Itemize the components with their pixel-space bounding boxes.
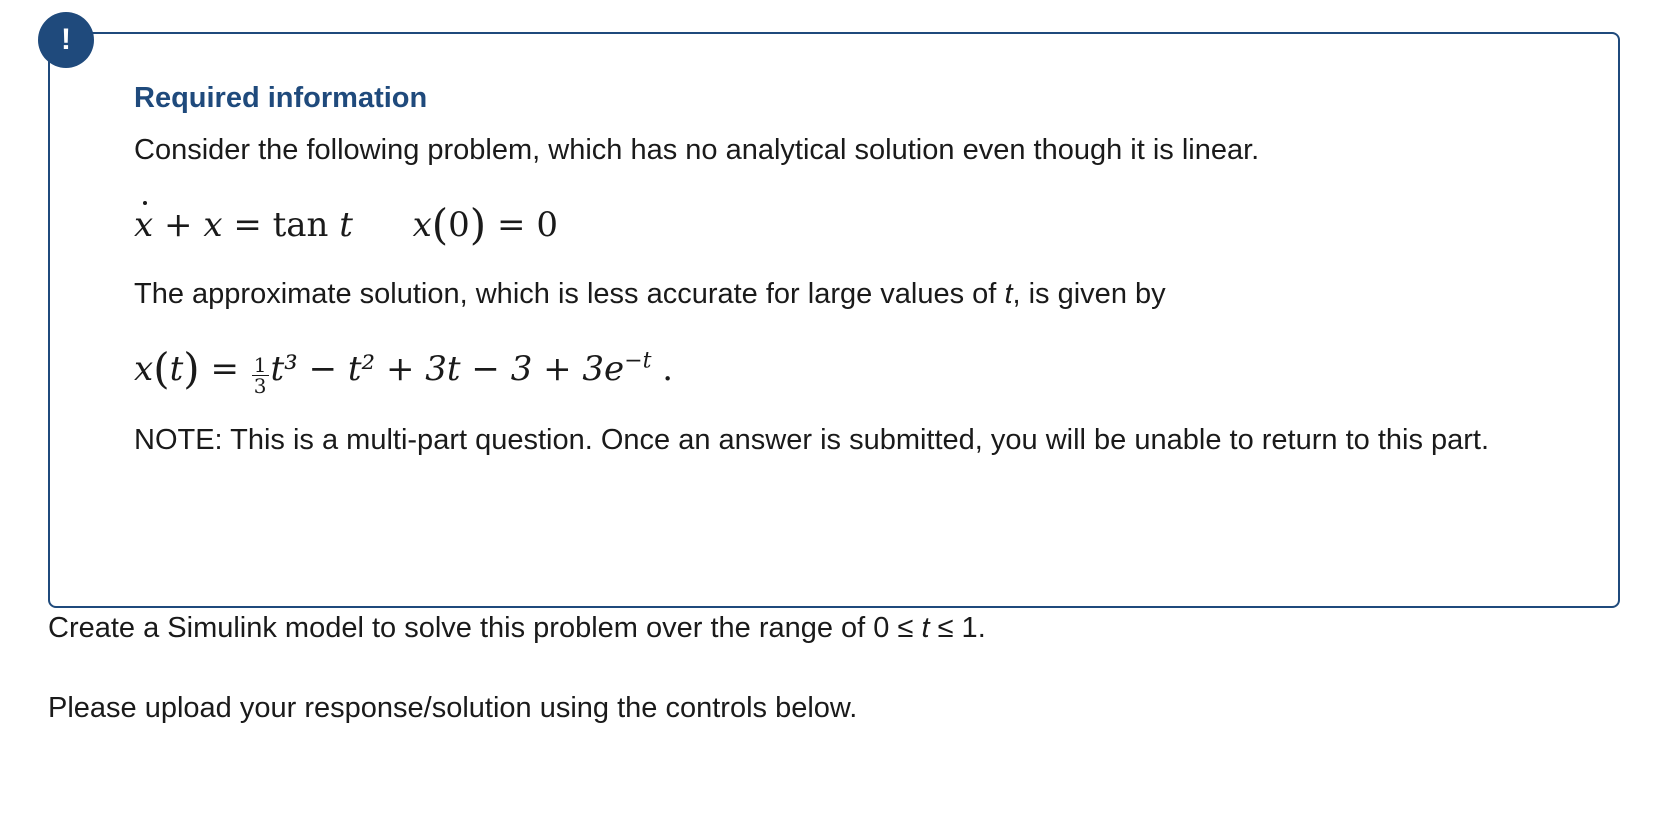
fraction-one-third: $\frac{1}{3}$	[253, 353, 267, 398]
box-heading: Required information	[134, 82, 428, 114]
required-information-box	[48, 32, 1620, 608]
approx-solution-text: The approximate solution, which is less accurate for large values of t, is given by	[134, 278, 1166, 310]
approximate-solution-equation: x(t) = $\frac{1}{3}$ $t^3 - t^2 + 3t - 3 + 3e^{-t}$ .	[134, 344, 674, 398]
x-dot: x	[134, 205, 154, 245]
upload-instruction: Please upload your response/solution using the controls below.	[48, 692, 858, 724]
differential-equation: x + x = tan t x(0) = 0	[134, 200, 558, 249]
note-text: NOTE: This is a multi-part question. Once an answer is submitted, you will be unable to return to this part.	[134, 424, 1490, 456]
intro-text: Consider the following problem, which has no analytical solution even though it is linear.	[134, 134, 1260, 166]
alert-icon: !	[38, 12, 94, 68]
question-text: Create a Simulink model to solve this problem over the range of 0 ≤ t ≤ 1.	[48, 612, 986, 644]
